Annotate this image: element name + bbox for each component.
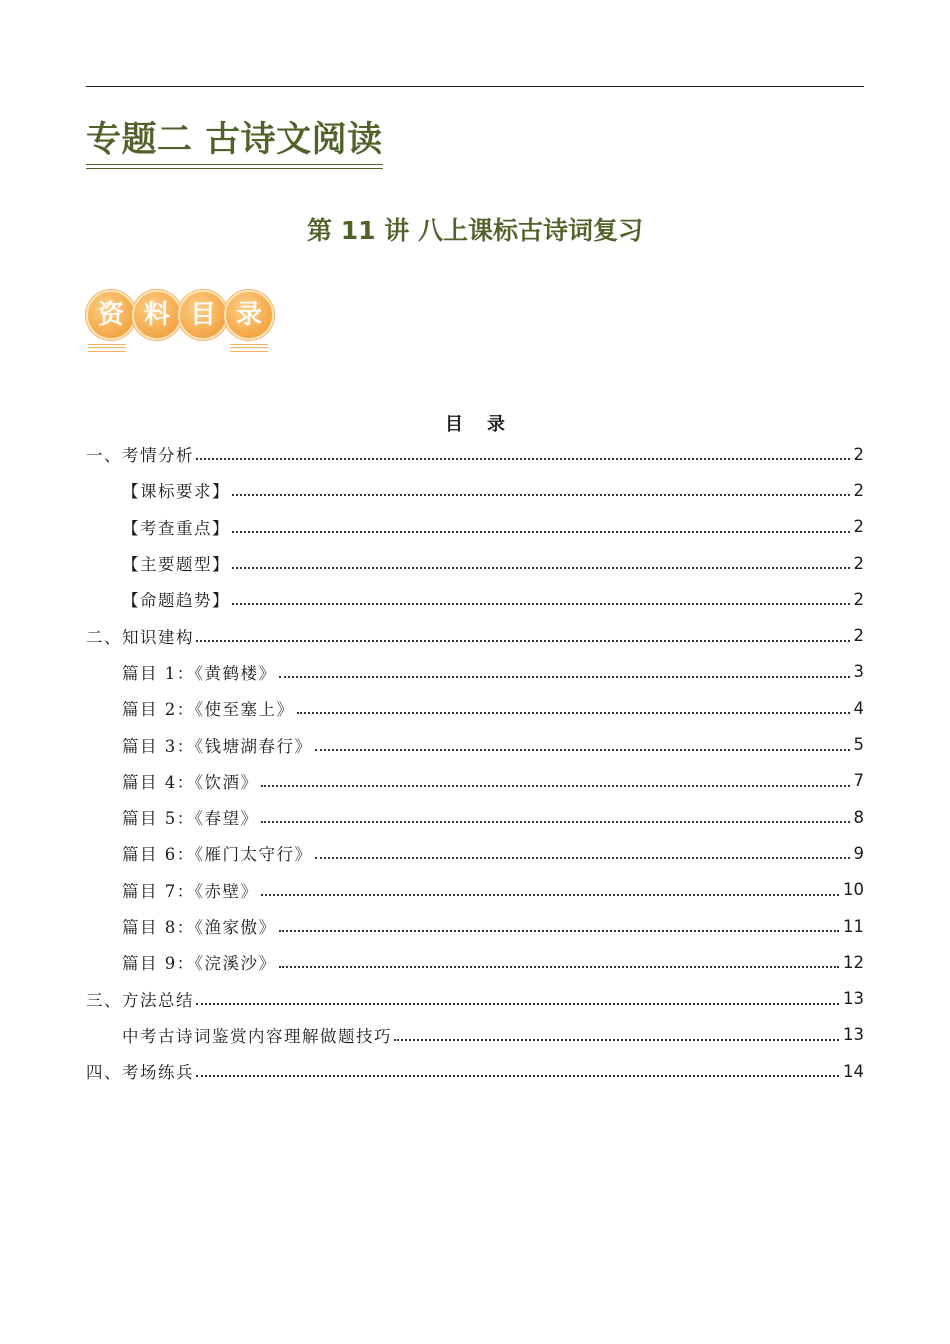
toc-entry[interactable] — [86, 1053, 864, 1089]
toc-entry-page: 12 — [843, 952, 864, 972]
toc-entry[interactable] — [86, 908, 864, 944]
toc-leader-dots — [279, 952, 840, 968]
toc-entry-page: 2 — [853, 626, 864, 646]
toc-entry-page: 11 — [843, 916, 864, 936]
toc-entry-page: 9 — [853, 843, 864, 863]
toc-entry-page: 3 — [853, 662, 864, 682]
toc-entry-label: 三、方法总结 — [86, 990, 194, 1010]
toc-entry[interactable] — [86, 835, 864, 871]
toc-entry[interactable] — [86, 1017, 864, 1053]
toc-leader-dots — [196, 444, 850, 460]
toc-entry-label: 篇目 3：《钱塘湖春行》 — [122, 736, 313, 756]
toc-entry[interactable] — [86, 980, 864, 1016]
toc-leader-dots — [196, 626, 850, 642]
toc-entry-label: 篇目 2：《使至塞上》 — [122, 700, 295, 720]
toc-entry[interactable] — [86, 654, 864, 690]
toc-leader-dots — [232, 553, 850, 569]
toc-entry-page: 13 — [843, 1025, 864, 1045]
toc-entry-label: 一、考情分析 — [86, 446, 194, 466]
toc-entry-label: 篇目 4：《饮酒》 — [122, 772, 259, 792]
toc-leader-dots — [279, 662, 850, 678]
toc-entry-page: 10 — [843, 880, 864, 900]
toc-leader-dots — [232, 589, 850, 605]
badge-char: 目 — [178, 290, 228, 340]
badge-decoration-left — [88, 344, 126, 352]
toc-entry[interactable] — [86, 799, 864, 835]
badge-char: 录 — [224, 290, 274, 340]
toc-entry-label: 【主要题型】 — [122, 555, 230, 575]
toc-leader-dots — [315, 843, 850, 859]
badge-char: 料 — [132, 290, 182, 340]
toc-entry[interactable] — [86, 509, 864, 545]
toc-leader-dots — [297, 698, 850, 714]
toc-entry-page: 2 — [853, 517, 864, 537]
top-rule — [86, 86, 864, 87]
toc-entry-label: 篇目 5：《春望》 — [122, 809, 259, 829]
toc-entry[interactable] — [86, 763, 864, 799]
toc-entry-page: 5 — [853, 735, 864, 755]
toc-entry-label: 篇目 1：《黄鹤楼》 — [122, 663, 277, 683]
toc-entry-label: 中考古诗词鉴赏内容理解做题技巧 — [122, 1026, 392, 1046]
topic-title: 专题二 古诗文阅读 — [86, 120, 383, 160]
toc-entry-page: 13 — [843, 989, 864, 1009]
toc-leader-dots — [261, 807, 850, 823]
toc-entry-label: 二、知识建构 — [86, 627, 194, 647]
toc-entry[interactable] — [86, 581, 864, 617]
toc-entry[interactable] — [86, 726, 864, 762]
toc-leader-dots — [261, 880, 840, 896]
toc-entry[interactable] — [86, 436, 864, 472]
toc-entry-page: 2 — [853, 444, 864, 464]
toc-entry-label: 【命题趋势】 — [122, 591, 230, 611]
toc-entry-label: 篇目 9：《浣溪沙》 — [122, 954, 277, 974]
toc-entry-label: 篇目 7：《赤壁》 — [122, 881, 259, 901]
toc-entry-page: 2 — [853, 553, 864, 573]
toc-leader-dots — [232, 480, 850, 496]
toc-leader-dots — [315, 735, 850, 751]
toc-leader-dots — [394, 1025, 839, 1041]
toc-leader-dots — [261, 771, 850, 787]
toc-leader-dots — [196, 1061, 839, 1077]
toc-leader-dots — [196, 989, 839, 1005]
badge-decoration-right — [230, 344, 268, 352]
contents-badge — [86, 290, 276, 354]
toc-entry[interactable] — [86, 690, 864, 726]
toc-entry-page: 2 — [853, 480, 864, 500]
toc-leader-dots — [279, 916, 840, 932]
table-of-contents — [86, 436, 864, 1089]
toc-entry[interactable] — [86, 545, 864, 581]
toc-entry-label: 【课标要求】 — [122, 482, 230, 502]
toc-entry-label: 篇目 8：《渔家傲》 — [122, 918, 277, 937]
toc-entry-page: 14 — [843, 1061, 864, 1081]
toc-entry-label: 【考查重点】 — [122, 518, 230, 538]
badge-char: 资 — [86, 290, 136, 340]
lecture-title: 第 11 讲 八上课标古诗词复习 — [307, 216, 643, 245]
toc-entry-label: 四、考场练兵 — [86, 1063, 194, 1083]
toc-entry[interactable] — [86, 472, 864, 508]
toc-entry-label: 篇目 6：《雁门太守行》 — [122, 845, 313, 865]
toc-leader-dots — [232, 517, 850, 533]
toc-entry[interactable] — [86, 617, 864, 653]
toc-entry[interactable] — [86, 872, 864, 908]
toc-entry-page: 2 — [853, 589, 864, 609]
toc-entry-page: 7 — [853, 771, 864, 791]
toc-entry-page: 4 — [853, 698, 864, 718]
toc-heading: 目录 — [445, 414, 529, 435]
toc-entry[interactable] — [86, 944, 864, 980]
toc-entry-page: 8 — [853, 807, 864, 827]
